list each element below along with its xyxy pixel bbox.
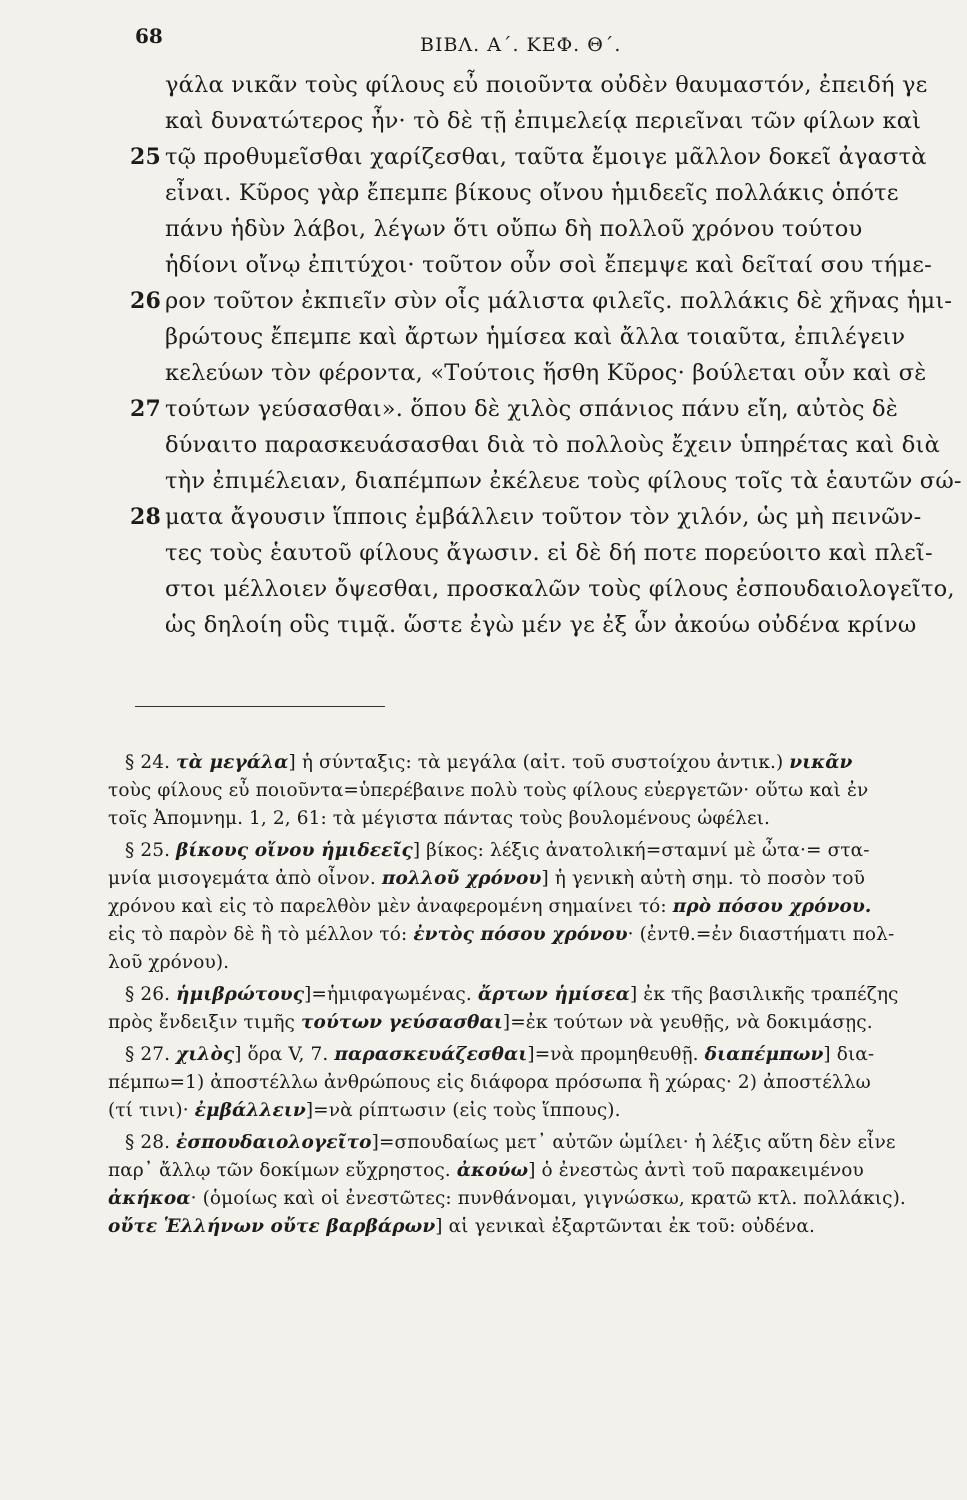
section-number: 26 [130,288,162,314]
text-line: 25 τῷ προθυμεῖσθαι χαρίζεσθαι, ταῦτα ἔμοιγε μᾶλλον δοκεῖ ἀγαστὰ [130,144,927,170]
text-line: ἡδίονι οἴνῳ ἐπιτύχοι· τοῦτον οὖν σοὶ ἔπεμψε καὶ δεῖταί σου τήμε- [165,252,932,278]
note-28: § 28. ἐσπουδαιολογεῖτο]=σπουδαίως μετ᾽ αὐτῶν ὡμίλει· ἡ λέξις αὕτη δὲν εἶνε [125,1132,896,1153]
note-line: πρὸς ἔνδειξιν τιμῆς τούτων γεύσασθαι]=ἐκ τούτων νὰ γευθῇς, νὰ δοκιμάσῃς. [108,1012,873,1033]
running-title: ΒΙΒΛ. Α΄. ΚΕΦ. Θ΄. [420,34,622,56]
note-line: λοῦ χρόνου). [108,952,230,973]
text-line: τες τοὺς ἑαυτοῦ φίλους ἄγωσιν. εἰ δὲ δή ποτε πορεύοιτο καὶ πλεῖ- [165,540,933,566]
text-line: τὴν ἐπιμέλειαν, διαπέμπων ἐκέλευε τοὺς φίλους τοῖς τὰ ἑαυτῶν σώ- [165,468,962,494]
note-line: παρ᾽ ἄλλῳ τῶν δοκίμων εὔχρηστος. ἀκούω] ὁ ἐνεστὼς ἀντὶ τοῦ παρακειμένου [108,1160,864,1181]
text-line: βρώτους ἔπεμπε καὶ ἄρτων ἡμίσεα καὶ ἄλλα τοιαῦτα, ἐπιλέγειν [165,324,906,350]
text-line: εἶναι. Κῦρος γὰρ ἔπεμπε βίκους οἴνου ἡμιδεεῖς πολλάκις ὁπότε [165,180,899,206]
text-line: γάλα νικᾶν τοὺς φίλους εὖ ποιοῦντα οὐδὲν θαυμαστόν, ἐπειδή γε [165,72,928,98]
text-line: στοι μέλλοιεν ὄψεσθαι, προσκαλῶν τοὺς φίλους ἐσπουδαιολογεῖτο, [165,576,955,602]
text-line: δύναιτο παρασκευάσασθαι διὰ τὸ πολλοὺς ἔχειν ὑπηρέτας καὶ διὰ [165,432,940,458]
note-line: μνία μισογεμάτα ἀπὸ οἶνον. πολλοῦ χρόνου] ἡ γενικὴ αὐτὴ σημ. τὸ ποσὸν τοῦ [108,868,865,889]
text-line: πάνυ ἡδὺν λάβοι, λέγων ὅτι οὔπω δὴ πολλοῦ χρόνου τούτου [165,216,863,242]
text-line: 27 τούτων γεύσασθαι». ὅπου δὲ χιλὸς σπάνιος πάνυ εἴη, αὐτὸς δὲ [130,396,899,422]
note-line: οὔτε Ἑλλήνων οὔτε βαρβάρων] αἱ γενικαὶ ἐξαρτῶνται ἐκ τοῦ: οὐδένα. [108,1216,815,1237]
note-line: ἀκήκοα· (ὁμοίως καὶ οἱ ἐνεστῶτες: πυνθάνομαι, γιγνώσκω, κρατῶ κτλ. πολλάκις). [108,1188,906,1209]
text-line: 26 ρον τοῦτον ἐκπιεῖν σὺν οἷς μάλιστα φιλεῖς. πολλάκις δὲ χῆνας ἡμι- [130,288,953,314]
text-line: κελεύων τὸν φέροντα, «Τούτοις ἥσθη Κῦρος· βούλεται οὖν καὶ σὲ [165,360,927,386]
page-header [0,24,967,64]
note-25: § 25. βίκους οἴνου ἡμιδεεῖς] βίκος: λέξις ἀνατολική=σταμνί μὲ ὦτα·= στα- [125,840,870,861]
section-number: 25 [130,144,162,170]
page-number: 68 [135,24,163,48]
note-line: (τί τινι)· ἐμβάλλειν]=νὰ ρίπτωσιν (εἰς τοὺς ἵππους). [108,1100,621,1121]
note-line: χρόνου καὶ εἰς τὸ παρελθὸν μὲν ἀναφερομένη σημαίνει τό: πρὸ πόσου χρόνου. [108,896,872,917]
note-line: εἰς τὸ παρὸν δὲ ἢ τὸ μέλλον τό: ἐντὸς πόσου χρόνου· (ἐντθ.=ἐν διαστήματι πολ- [108,924,895,945]
section-number: 27 [130,396,162,422]
text-line: 28 ματα ἄγουσιν ἵπποις ἐμβάλλειν τοῦτον τὸν χιλόν, ὡς μὴ πεινῶν- [130,504,922,530]
text-line: ὡς δηλοίη οὓς τιμᾷ. ὥστε ἐγὼ μέν γε ἐξ ὧν ἀκούω οὐδένα κρίνω [165,612,917,638]
footnote-separator [135,706,385,707]
note-line: πέμπω=1) ἀποστέλλω ἀνθρώπους εἰς διάφορα πρόσωπα ἢ χώρας· 2) ἀποστέλλω [108,1072,871,1093]
text-line: καὶ δυνατώτερος ἦν· τὸ δὲ τῇ ἐπιμελείᾳ περιεῖναι τῶν φίλων καὶ [165,108,922,134]
note-27: § 27. χιλὸς] ὅρα V, 7. παρασκευάζεσθαι]=νὰ προμηθευθῇ. διαπέμπων] δια- [125,1044,875,1065]
note-26: § 26. ἡμιβρώτους]=ἡμιφαγωμένας. ἄρτων ἡμίσεα] ἐκ τῆς βασιλικῆς τραπέζης [125,984,899,1005]
note-line: τοῖς Ἀπομνημ. 1, 2, 61: τὰ μέγιστα πάντας τοὺς βουλομένους ὠφέλει. [108,808,770,829]
section-number: 28 [130,504,162,530]
note-line: τοὺς φίλους εὖ ποιοῦντα=ὑπερέβαινε πολὺ τοὺς φίλους εὐεργετῶν· οὕτω καὶ ἐν [108,780,869,801]
note-24: § 24. τὰ μεγάλα] ἡ σύνταξις: τὰ μεγάλα (αἰτ. τοῦ συστοίχου ἀντικ.) νικᾶν [125,752,853,773]
